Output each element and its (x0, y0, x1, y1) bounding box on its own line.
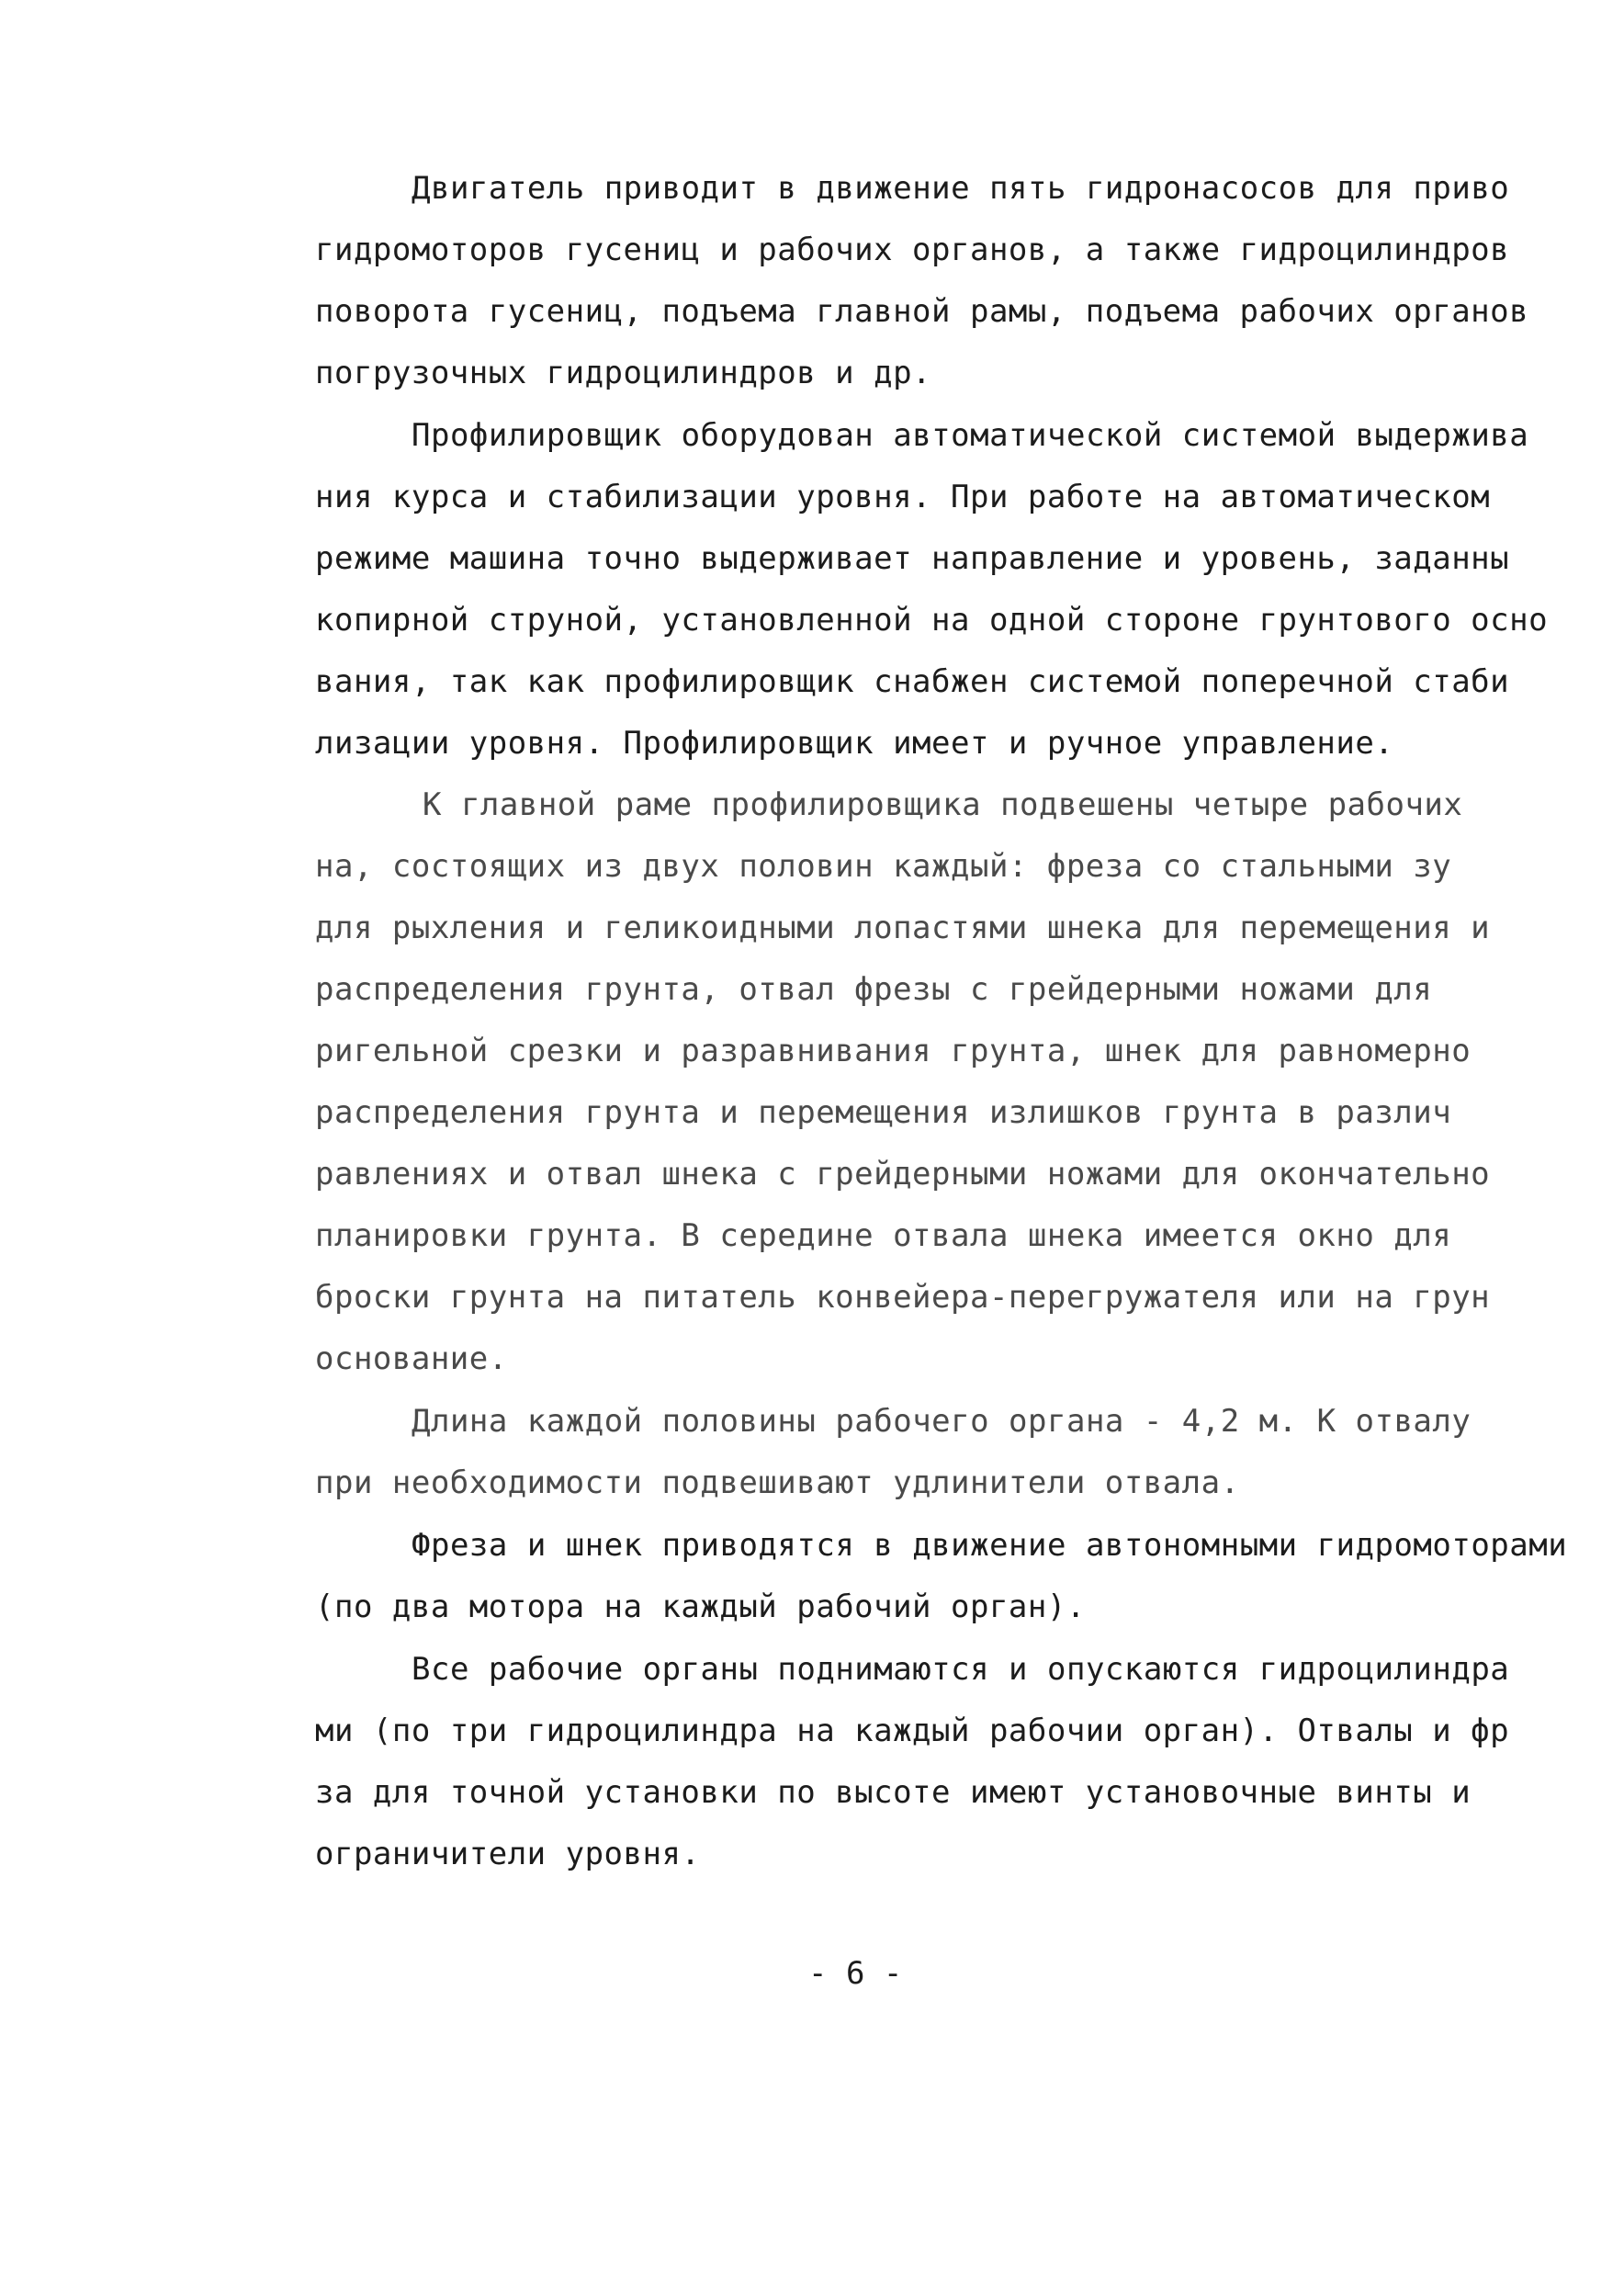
text-line-22: при необходимости подвешивают удлинители отвала. (315, 1464, 1240, 1501)
text-line-19: броски грунта на питатель конвейера-перегружателя или на грун (315, 1279, 1491, 1316)
text-line-5: Профилировщик оборудован автоматической системой выдержива (412, 417, 1529, 454)
text-line-3: поворота гусениц, подъема главной рамы, подъема рабочих органов (315, 293, 1529, 330)
text-line-20: основание. (315, 1340, 508, 1377)
text-line-28: ограничители уровня. (315, 1836, 701, 1872)
text-line-9: вания, так как профилировщик снабжен системой поперечной стаби (315, 663, 1510, 700)
text-line-17: равлениях и отвал шнека с грейдерными ножами для окончательно (315, 1156, 1491, 1193)
text-line-11: К главной раме профилировщика подвешены четыре рабочих (423, 786, 1463, 823)
text-line-27: за для точной установки по высоте имеют установочные винты и (315, 1774, 1472, 1811)
text-line-6: ния курса и стабилизации уровня. При работе на автоматическом (315, 479, 1491, 515)
text-line-18: планировки грунта. В середине отвала шнека имеется окно для (315, 1217, 1452, 1254)
text-line-10: лизации уровня. Профилировщик имеет и ручное управление. (315, 725, 1394, 762)
text-line-8: копирной струной, установленной на одной стороне грунтового осно (315, 602, 1549, 639)
text-line-1: Двигатель приводит в движение пять гидронасосов для приво (412, 170, 1510, 207)
page-number: - 6 - (808, 1955, 903, 1992)
text-line-4: погрузочных гидроцилиндров и др. (315, 355, 932, 391)
text-line-7: режиме машина точно выдерживает направление и уровень, заданны (315, 540, 1510, 577)
text-line-23: Фреза и шнек приводятся в движение автономными гидромоторами (412, 1527, 1568, 1564)
text-line-21: Длина каждой половины рабочего органа - 4,2 м. К отвалу (412, 1403, 1472, 1440)
text-line-2: гидромоторов гусениц и рабочих органов, а также гидроцилиндров (315, 232, 1510, 268)
text-line-15: ригельной срезки и разравнивания грунта, шнек для равномерно (315, 1033, 1472, 1069)
text-line-24: (по два мотора на каждый рабочий орган). (315, 1588, 1086, 1625)
text-line-25: Все рабочие органы поднимаются и опускаются гидроцилиндра (412, 1651, 1510, 1688)
text-line-16: распределения грунта и перемещения излишков грунта в различ (315, 1094, 1452, 1131)
text-line-12: на, состоящих из двух половин каждый: фреза со стальными зу (315, 848, 1452, 885)
text-line-26: ми (по три гидроцилиндра на каждый рабочии орган). Отвалы и фр (315, 1713, 1510, 1749)
text-line-14: распределения грунта, отвал фрезы с грейдерными ножами для (315, 971, 1433, 1008)
text-line-13: для рыхления и геликоидными лопастями шнека для перемещения и (315, 910, 1491, 946)
